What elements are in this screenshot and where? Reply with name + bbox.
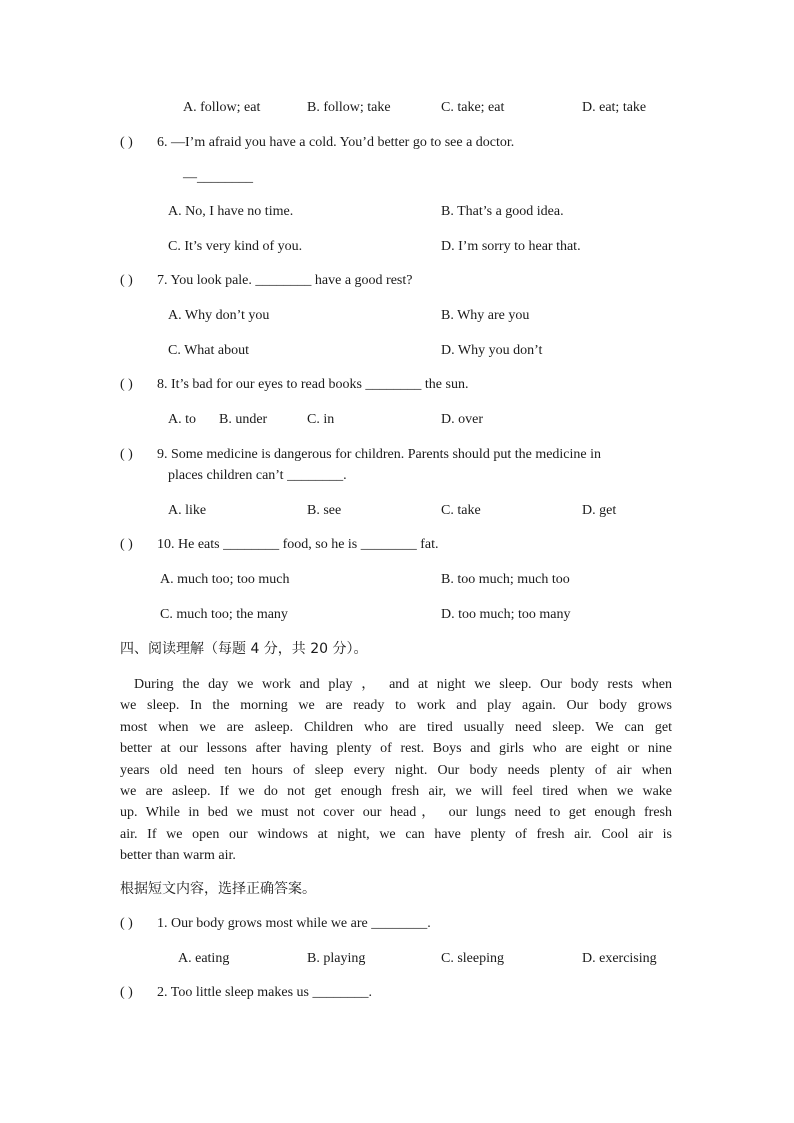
q8-option-d: D. over bbox=[441, 412, 483, 427]
q10-stem: 10. He eats ________ food, so he is ________ fat. bbox=[157, 537, 439, 552]
q9-option-a: A. like bbox=[168, 503, 207, 518]
q8-option-c: C. in bbox=[307, 412, 335, 427]
q10-answer-paren: ( ) bbox=[120, 537, 133, 552]
r2-stem: 2. Too little sleep makes us ________. bbox=[157, 985, 372, 1000]
passage-line: better at our lessons after having plenty of rest. Boys and girls who are eight or nine bbox=[120, 741, 672, 757]
q10-option-b: B. too much; much too bbox=[441, 572, 570, 587]
q7-option-c: C. What about bbox=[168, 343, 250, 358]
q5-option-d: D. eat; take bbox=[582, 100, 647, 115]
passage-line: air. If we open our windows at night, we can have plenty of fresh air. Cool air is bbox=[120, 826, 672, 842]
q9-answer-paren: ( ) bbox=[120, 447, 133, 462]
q7-option-b: B. Why are you bbox=[441, 308, 530, 323]
r1-option-b: B. playing bbox=[307, 951, 366, 966]
r1-option-d: D. exercising bbox=[582, 951, 657, 966]
q8-answer-paren: ( ) bbox=[120, 377, 133, 392]
q9-option-b: B. see bbox=[307, 503, 342, 518]
passage-line: years old need ten hours of sleep every night. Our body needs plenty of air when bbox=[120, 762, 672, 778]
q6-option-c: C. It’s very kind of you. bbox=[168, 239, 303, 254]
q8-option-b: B. under bbox=[219, 412, 268, 427]
passage-line: we sleep. In the morning we are ready to work and play again. Our body grows bbox=[120, 698, 672, 714]
r1-option-a: A. eating bbox=[178, 951, 230, 966]
passage-line: we are asleep. If we do not get enough fresh air, we will feel tired when we wake bbox=[120, 783, 672, 799]
q10-option-c: C. much too; the many bbox=[160, 607, 288, 622]
q5-option-b: B. follow; take bbox=[307, 100, 391, 115]
q7-option-d: D. Why you don’t bbox=[441, 343, 543, 358]
q7-option-a: A. Why don’t you bbox=[168, 308, 270, 323]
q6-answer-paren: ( ) bbox=[120, 135, 133, 150]
q9-stem-line2: places children can’t ________. bbox=[168, 468, 347, 483]
q9-option-c: C. take bbox=[441, 503, 481, 518]
passage-line: up. While in bed we must not cover our head， our lungs need to get enough fresh bbox=[120, 805, 672, 821]
r2-answer-paren: ( ) bbox=[120, 985, 133, 1000]
q9-option-d: D. get bbox=[582, 503, 617, 518]
section-heading: 四、阅读理解（每题 4 分，共 20 分）。 bbox=[120, 641, 368, 657]
q6-option-a: A. No, I have no time. bbox=[168, 204, 294, 219]
q7-stem: 7. You look pale. ________ have a good rest? bbox=[157, 273, 413, 288]
reading-instruction: 根据短文内容，选择正确答案。 bbox=[120, 881, 316, 897]
q6-reply-blank: —________ bbox=[183, 170, 253, 185]
passage-line: most when we are asleep. Children who are tired usually need sleep. We can get bbox=[120, 719, 672, 735]
q10-option-d: D. too much; too many bbox=[441, 607, 571, 622]
q6-stem: 6. —I’m afraid you have a cold. You’d better go to see a doctor. bbox=[157, 135, 515, 150]
passage-line: During the day we work and play ， and at night we sleep. Our body rests when bbox=[134, 677, 672, 692]
q8-stem: 8. It’s bad for our eyes to read books ________ the sun. bbox=[157, 377, 469, 392]
r1-option-c: C. sleeping bbox=[441, 951, 504, 966]
q9-stem-line1: 9. Some medicine is dangerous for children. Parents should put the medicine in bbox=[157, 447, 602, 462]
r1-answer-paren: ( ) bbox=[120, 916, 133, 931]
q8-option-a: A. to bbox=[168, 412, 196, 427]
q6-option-d: D. I’m sorry to hear that. bbox=[441, 239, 581, 254]
q6-option-b: B. That’s a good idea. bbox=[441, 204, 564, 219]
q5-option-a: A. follow; eat bbox=[183, 100, 261, 115]
passage-line: better than warm air. bbox=[120, 848, 236, 864]
q5-option-c: C. take; eat bbox=[441, 100, 505, 115]
q10-option-a: A. much too; too much bbox=[160, 572, 290, 587]
reading-passage bbox=[120, 674, 672, 867]
q7-answer-paren: ( ) bbox=[120, 273, 133, 288]
r1-stem: 1. Our body grows most while we are ________. bbox=[157, 916, 431, 931]
